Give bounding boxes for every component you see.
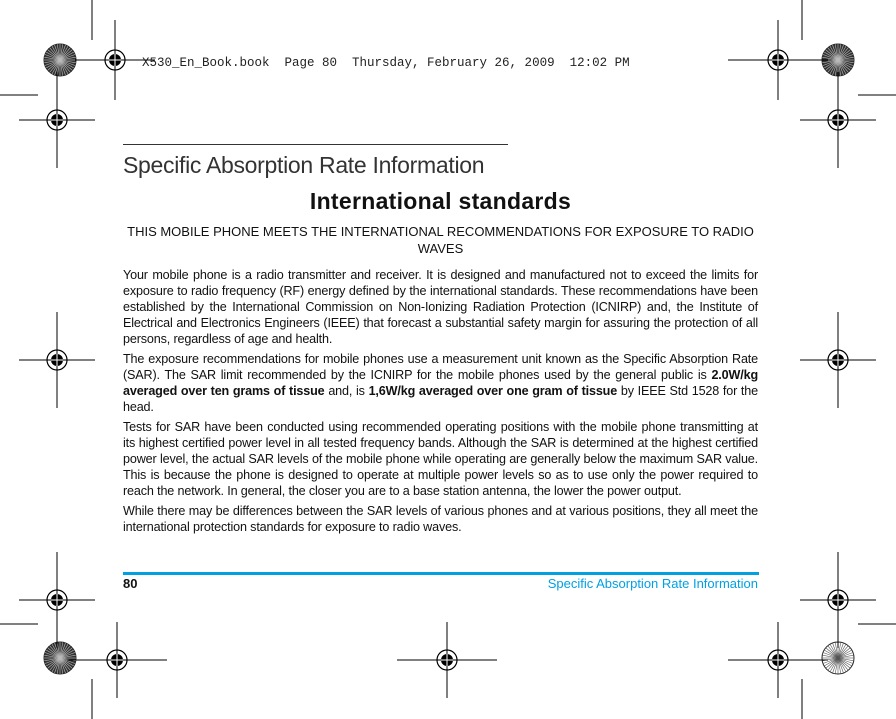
- emphasis-ten-grams: 2.0W/kg averaged over ten grams of tissue: [123, 368, 758, 398]
- subheading: THIS MOBILE PHONE MEETS THE INTERNATIONAL RECOMMENDATIONS FOR EXPOSURE TO RADIO WAVES: [127, 224, 754, 256]
- page-number: 80: [123, 576, 138, 591]
- paragraph-3: Tests for SAR have been conducted using recommended operating positions with the mobile phone transmitting at its highest certified power level in all tested frequency bands. Although the SAR is determined at the highest certified power level, the actual SAR levels of the mobile phone while operating are generally below the maximum SAR value. This is because the phone is designed to operate at multiple power levels so as to use only the power required to reach the network. In general, the closer you are to a base station antenna, the lower the power output.: [123, 420, 758, 498]
- page-body: [123, 188, 758, 539]
- footer-rule: [123, 572, 759, 575]
- chapter-title: Specific Absorption Rate Information: [123, 152, 485, 178]
- paragraph-1: Your mobile phone is a radio transmitter and receiver. It is designed and manufactured not to exceed the limits for exposure to radio frequency (RF) energy defined by the international standards. These recommendations have been established by the International Commission on Non-Ionizing Radiation Protection (ICNIRP) and, the Institute of Electrical and Electronics Engineers (IEEE) that forecast a substantial safety margin for assuring the protection of all persons, regardless of age and health.: [123, 268, 758, 346]
- emphasis-one-gram: 1,6W/kg averaged over one gram of tissue: [368, 384, 618, 398]
- section-heading: International standards: [309, 188, 572, 214]
- text: and, is: [324, 384, 369, 398]
- text: The exposure recommendations for mobile phones use a measurement unit known as the Specific Absorption Rate (SAR). The SAR limit recommended by the ICNIRP for the mobile phones used by the general public is: [123, 352, 758, 382]
- paragraph-2: [123, 351, 758, 415]
- header-rule: [123, 144, 508, 145]
- footer-section-title: Specific Absorption Rate Information: [547, 576, 758, 591]
- paragraph-4: While there may be differences between the SAR levels of various phones and at various positions, they all meet the international protection standards for exposure to radio waves.: [123, 504, 758, 534]
- print-slug: X530_En_Book.book Page 80 Thursday, February 26, 2009 12:02 PM: [142, 56, 630, 70]
- text: by IEEE Std 1528 for the head.: [123, 384, 758, 414]
